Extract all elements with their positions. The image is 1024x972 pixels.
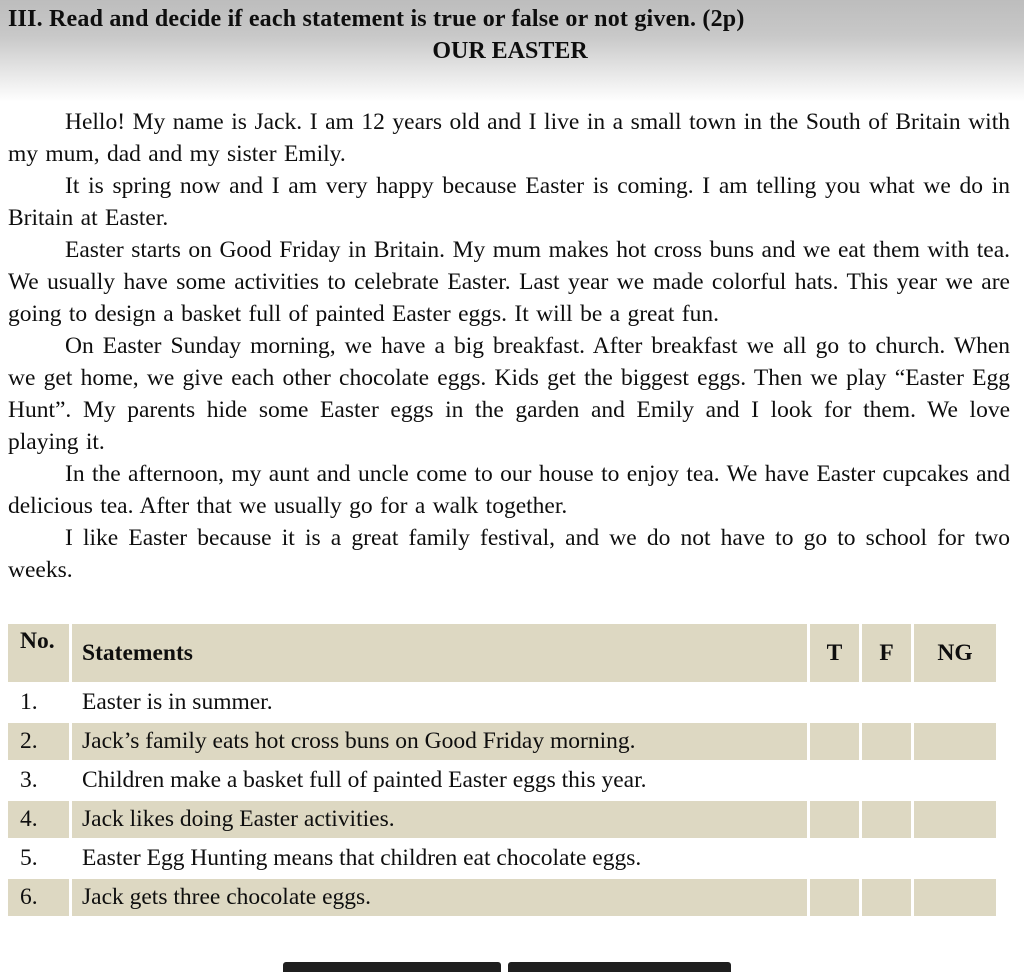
answer-cell-not-given — [914, 801, 996, 840]
column-header-statements: Statements — [72, 624, 810, 684]
table-row — [8, 762, 996, 801]
statements-table — [8, 624, 996, 918]
answer-cell-not-given — [914, 879, 996, 918]
answer-cell-false — [862, 684, 914, 723]
passage-paragraph-3: Easter starts on Good Friday in Britain. My mum makes hot cross buns and we eat them with tea. We usually have some activities to celebrate Easter. Last year we made colorful hats. This year we are going to design a basket full of painted Easter eggs. It will be a great fun. — [8, 237, 1010, 327]
passage-paragraph-5: In the afternoon, my aunt and uncle come to our house to enjoy tea. We have Easter cupcakes and delicious tea. After that we usually go for a walk together. — [8, 461, 1010, 519]
answer-cell-true — [810, 684, 862, 723]
answer-cell-true — [810, 879, 862, 918]
answer-cell-true — [810, 840, 862, 879]
column-header-no: No. — [8, 624, 72, 684]
table-row — [8, 684, 996, 723]
answer-cell-false — [862, 840, 914, 879]
passage-paragraph-6: I like Easter because it is a great family festival, and we do not have to go to school for two weeks. — [8, 525, 1010, 583]
table-row — [8, 801, 996, 840]
passage-paragraph-1: Hello! My name is Jack. I am 12 years old and I live in a small town in the South of Britain with my mum, dad and my sister Emily. — [8, 109, 1010, 167]
statement-text: Children make a basket full of painted Easter eggs this year. — [72, 762, 810, 801]
column-header-true: T — [810, 624, 862, 684]
passage-title: OUR EASTER — [432, 38, 588, 64]
statement-text: Jack gets three chocolate eggs. — [72, 879, 810, 918]
answer-cell-not-given — [914, 762, 996, 801]
answer-cell-false — [862, 723, 914, 762]
answer-cell-not-given — [914, 840, 996, 879]
answer-cell-not-given — [914, 723, 996, 762]
answer-cell-false — [862, 879, 914, 918]
statement-text: Jack’s family eats hot cross buns on Good Friday morning. — [72, 723, 810, 762]
bottom-bar-segment — [283, 962, 501, 972]
statement-text: Easter Egg Hunting means that children eat chocolate eggs. — [72, 840, 810, 879]
document-header — [0, 0, 1024, 102]
answer-cell-false — [862, 762, 914, 801]
table-row — [8, 879, 996, 918]
row-number: 4. — [8, 801, 72, 840]
table-row — [8, 723, 996, 762]
row-number: 2. — [8, 723, 72, 762]
answer-cell-true — [810, 801, 862, 840]
table-row — [8, 840, 996, 879]
row-number: 3. — [8, 762, 72, 801]
statement-text: Easter is in summer. — [72, 684, 810, 723]
passage-paragraph-2: It is spring now and I am very happy because Easter is coming. I am telling you what we do in Britain at Easter. — [8, 173, 1010, 231]
reading-passage — [0, 102, 1024, 586]
table-header-row — [8, 624, 996, 684]
column-header-not-given: NG — [914, 624, 996, 684]
exercise-instruction: III. Read and decide if each statement is true or false or not given. (2p) — [8, 6, 745, 32]
bottom-bar-segment — [508, 962, 731, 972]
row-number: 5. — [8, 840, 72, 879]
answer-cell-false — [862, 801, 914, 840]
cropped-bottom-bar — [0, 962, 1024, 972]
row-number: 6. — [8, 879, 72, 918]
row-number: 1. — [8, 684, 72, 723]
answer-cell-true — [810, 723, 862, 762]
statement-text: Jack likes doing Easter activities. — [72, 801, 810, 840]
passage-paragraph-4: On Easter Sunday morning, we have a big breakfast. After breakfast we all go to church. When we get home, we give each other chocolate eggs. Kids get the biggest eggs. Then we play “Easter Egg Hunt”. My parents hide some Easter eggs in the garden and Emily and I look for them. We love playing it. — [8, 333, 1010, 455]
answer-cell-true — [810, 762, 862, 801]
column-header-false: F — [862, 624, 914, 684]
answer-cell-not-given — [914, 684, 996, 723]
